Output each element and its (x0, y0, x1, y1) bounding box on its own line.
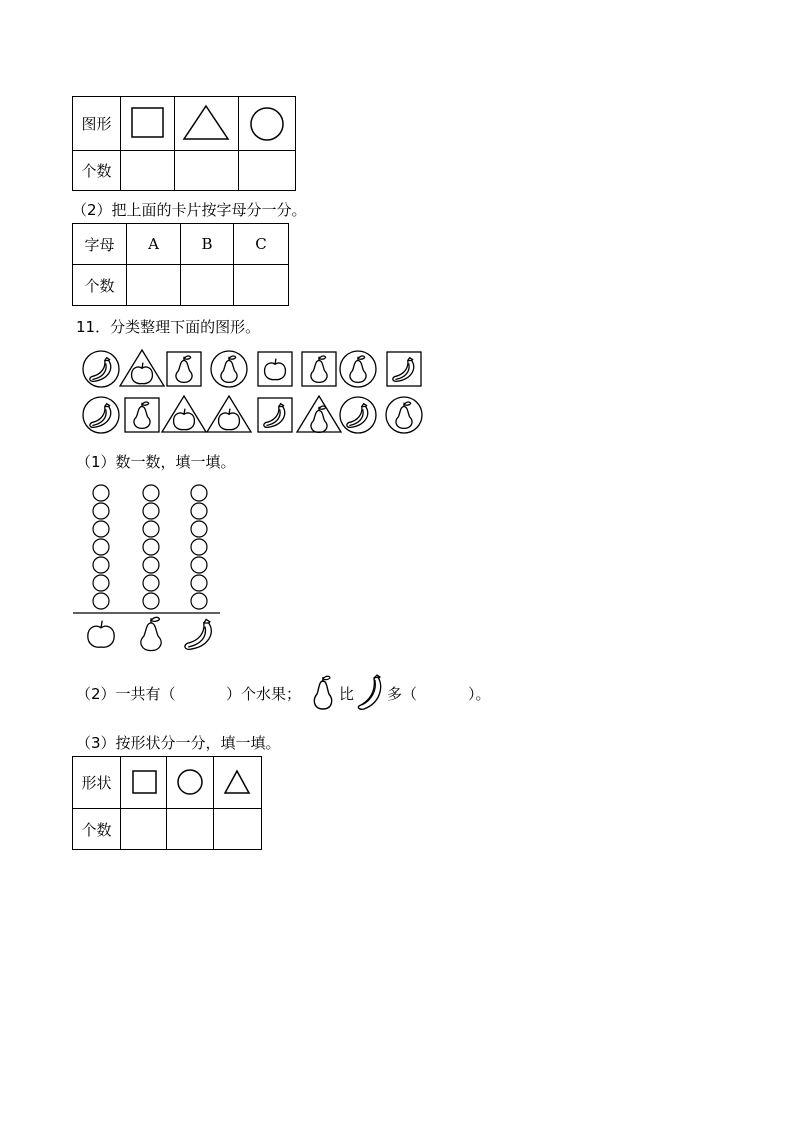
sub-question-2-mid: ）个水果； (226, 685, 302, 703)
count-circle[interactable] (143, 575, 159, 591)
pear-icon (308, 673, 338, 713)
fruit-cards (76, 346, 436, 438)
question-2-text: （2）把上面的卡片按字母分一分。 (72, 201, 307, 219)
card-triangle-apple (207, 396, 251, 432)
card-circle-banana (83, 397, 119, 433)
card-square-banana (387, 352, 421, 386)
count-circle[interactable] (93, 557, 109, 573)
card-square-pear (167, 352, 201, 386)
sub-question-1-text: （1）数一数，填一填。 (76, 453, 236, 471)
count-circle[interactable] (93, 503, 109, 519)
count-circle[interactable] (191, 575, 207, 591)
letter-a: A (127, 224, 181, 265)
shape-count-table-1 (72, 96, 296, 191)
table2-count-label: 个数 (73, 265, 127, 306)
count-cell[interactable] (175, 151, 239, 191)
count-circle[interactable] (143, 593, 159, 609)
count-cell[interactable] (121, 151, 175, 191)
letter-count-table (72, 223, 289, 306)
count-cell[interactable] (214, 809, 262, 850)
question-11-title: 11．分类整理下面的图形。 (76, 318, 261, 336)
count-circle[interactable] (143, 503, 159, 519)
card-circle-pear (340, 351, 376, 387)
sub-question-2-start: （2）一共有（ (76, 685, 176, 703)
card-triangle-apple (162, 396, 206, 432)
count-cell[interactable] (127, 265, 181, 306)
banana-icon (185, 619, 211, 649)
pear-icon (141, 617, 161, 650)
count-circle[interactable] (143, 485, 159, 501)
circle-icon (239, 97, 296, 151)
count-cell[interactable] (181, 265, 234, 306)
card-circle-pear (386, 397, 422, 433)
banana-icon (354, 673, 386, 713)
apple-icon (88, 621, 114, 648)
count-cell[interactable] (239, 151, 296, 191)
table3-count-label: 个数 (73, 809, 121, 850)
letter-c: C (234, 224, 289, 265)
count-circle[interactable] (93, 521, 109, 537)
count-circle[interactable] (143, 539, 159, 555)
card-square-apple (258, 352, 292, 386)
sub-question-3-text: （3）按形状分一分，填一填。 (76, 734, 281, 752)
card-square-pear (302, 352, 336, 386)
card-circle-banana (83, 351, 119, 387)
count-circle[interactable] (191, 539, 207, 555)
table2-header-label: 字母 (73, 224, 127, 265)
count-circle[interactable] (143, 521, 159, 537)
count-circle[interactable] (93, 539, 109, 555)
count-circle[interactable] (191, 557, 207, 573)
count-circle[interactable] (93, 575, 109, 591)
table1-header-label: 图形 (73, 97, 121, 151)
sub-question-2-end: ）。 (468, 685, 491, 703)
triangle-icon (214, 757, 262, 809)
table1-count-label: 个数 (73, 151, 121, 191)
count-circle[interactable] (191, 593, 207, 609)
count-cell[interactable] (167, 809, 214, 850)
card-square-pear (125, 398, 159, 432)
sub-question-2-compare: 比 (339, 685, 355, 703)
card-circle-pear (211, 351, 247, 387)
count-circle[interactable] (143, 557, 159, 573)
card-circle-banana (340, 397, 376, 433)
sub-question-2-more: 多（ (387, 685, 418, 703)
table3-header-label: 形状 (73, 757, 121, 809)
letter-b: B (181, 224, 234, 265)
card-triangle-apple (120, 350, 164, 386)
card-square-banana (258, 398, 292, 432)
triangle-icon (175, 97, 239, 151)
circle-icon (167, 757, 214, 809)
shape-count-table-2 (72, 756, 262, 850)
counting-chart (70, 480, 230, 655)
square-icon (121, 757, 167, 809)
count-circle[interactable] (191, 485, 207, 501)
card-triangle-pear (297, 396, 341, 432)
count-cell[interactable] (234, 265, 289, 306)
count-circle[interactable] (93, 593, 109, 609)
count-cell[interactable] (121, 809, 167, 850)
count-circle[interactable] (93, 485, 109, 501)
count-circle[interactable] (191, 503, 207, 519)
count-circle[interactable] (191, 521, 207, 537)
square-icon (121, 97, 175, 151)
